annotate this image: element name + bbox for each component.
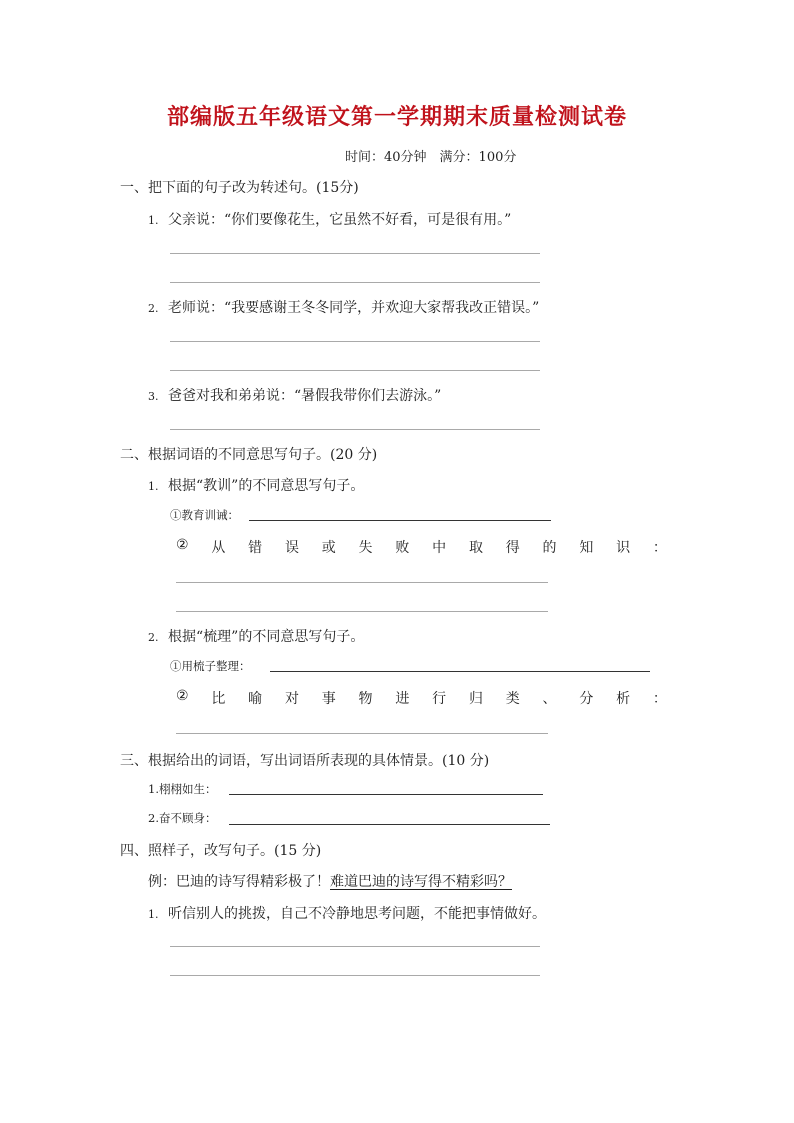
exam-meta: 时间：40分钟 满分：100分	[345, 150, 517, 165]
answer-line[interactable]	[170, 429, 540, 430]
question-number: 2.	[148, 631, 159, 644]
s2-question-1	[148, 475, 364, 495]
meaning-1-label: ①教育训诫：	[170, 508, 239, 522]
answer-line[interactable]	[176, 582, 548, 583]
example-sentence	[148, 871, 512, 891]
answer-line[interactable]	[270, 671, 650, 672]
section-4-heading: 四、照样子，改写句子。(15 分)	[120, 843, 322, 859]
question-text: 听信别人的挑拨，自己不冷静地思考问题，不能把事情做好。	[168, 906, 546, 922]
question-number: 1.	[148, 908, 159, 921]
meaning-2-label: ② 从 错 误 或 失 败 中 取 得 的 知 识 ：	[176, 537, 667, 556]
answer-line[interactable]	[170, 370, 540, 371]
s1-question-3	[148, 385, 441, 405]
answer-line[interactable]	[249, 520, 551, 521]
item-2-label: 2.奋不顾身：	[148, 811, 217, 825]
s4-question-1	[148, 903, 546, 923]
answer-line[interactable]	[176, 733, 548, 734]
section-1-heading: 一、把下面的句子改为转述句。(15分)	[120, 180, 359, 196]
s1-question-2	[148, 297, 539, 317]
item-1-label: 1.栩栩如生：	[148, 782, 217, 796]
question-number: 1.	[148, 214, 159, 227]
answer-line[interactable]	[170, 975, 540, 976]
answer-line[interactable]	[170, 282, 540, 283]
section-3-heading: 三、根据给出的词语，写出词语所表现的具体情景。(10 分)	[120, 753, 490, 769]
answer-line[interactable]	[229, 824, 550, 825]
section-2-heading: 二、根据词语的不同意思写句子。(20 分)	[120, 447, 378, 463]
example-answer: 难道巴迪的诗写得不精彩吗？	[330, 874, 512, 890]
answer-line[interactable]	[170, 253, 540, 254]
question-number: 2.	[148, 302, 159, 315]
meaning-2-label: ② 比 喻 对 事 物 进 行 归 类 、 分 析 ：	[176, 688, 667, 707]
s2-question-2	[148, 626, 364, 646]
page-title: 部编版五年级语文第一学期期末质量检测试卷	[166, 105, 627, 130]
answer-line[interactable]	[229, 794, 543, 795]
question-text: 爸爸对我和弟弟说：“暑假我带你们去游泳。”	[168, 388, 442, 404]
example-prefix: 例：巴迪的诗写得精彩极了！	[148, 874, 330, 890]
question-number: 1.	[148, 480, 159, 493]
meaning-1-label: ①用梳子整理：	[170, 659, 251, 673]
question-number: 3.	[148, 390, 159, 403]
answer-line[interactable]	[170, 946, 540, 947]
question-text: 根据“梳理”的不同意思写句子。	[168, 629, 365, 645]
answer-line[interactable]	[176, 611, 548, 612]
question-text: 老师说：“我要感谢王冬冬同学，并欢迎大家帮我改正错误。”	[168, 300, 540, 316]
answer-line[interactable]	[170, 341, 540, 342]
s1-question-1	[148, 209, 511, 229]
question-text: 父亲说：“你们要像花生，它虽然不好看，可是很有用。”	[168, 212, 512, 228]
question-text: 根据“教训”的不同意思写句子。	[168, 478, 365, 494]
